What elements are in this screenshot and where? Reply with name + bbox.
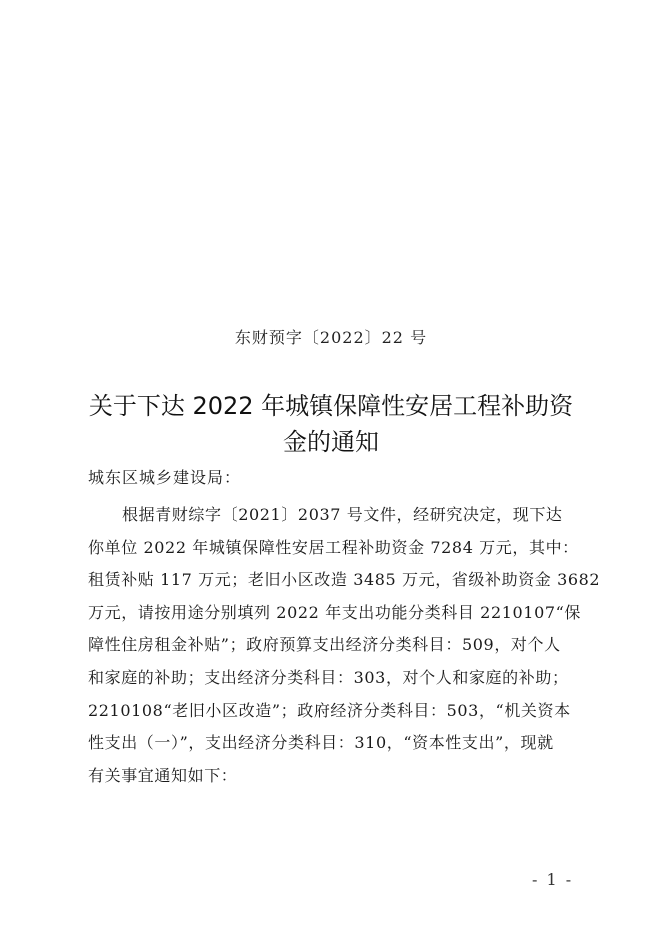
- document-title: [60, 388, 602, 460]
- body-line: 有关事宜通知如下：: [88, 765, 238, 785]
- body-line: 根据青财综字〔2021〕2037 号文件，经研究决定，现下达: [122, 505, 563, 524]
- body-line: 性支出（一）”，支出经济分类科目：310，“资本性支出”，现就: [88, 733, 554, 753]
- body-line: 你单位 2022 年城镇保障性安居工程补助资金 7284 万元，其中：: [88, 537, 579, 557]
- page-number: - 1 -: [532, 870, 574, 889]
- body-line: 2210108“老旧小区改造”；政府经济分类科目：503，“机关资本: [88, 700, 571, 720]
- body-line: 租赁补贴 117 万元；老旧小区改造 3485 万元，省级补助资金 3682: [88, 570, 601, 590]
- salutation: 城东区城乡建设局：: [88, 468, 242, 487]
- body-line: 和家庭的补助；支出经济分类科目：303，对个人和家庭的补助；: [88, 667, 569, 687]
- title-line: 金的通知: [283, 428, 379, 456]
- body-paragraph: [88, 499, 601, 792]
- body-line: 障性住房租金补贴”；政府预算支出经济分类科目：509，对个人: [88, 635, 561, 655]
- document-number: 东财预字〔2022〕22 号: [234, 328, 428, 347]
- body-line: 万元，请按用途分别填列 2022 年支出功能分类科目 2210107“保: [88, 602, 582, 622]
- title-line: 关于下达 2022 年城镇保障性安居工程补助资: [88, 392, 574, 420]
